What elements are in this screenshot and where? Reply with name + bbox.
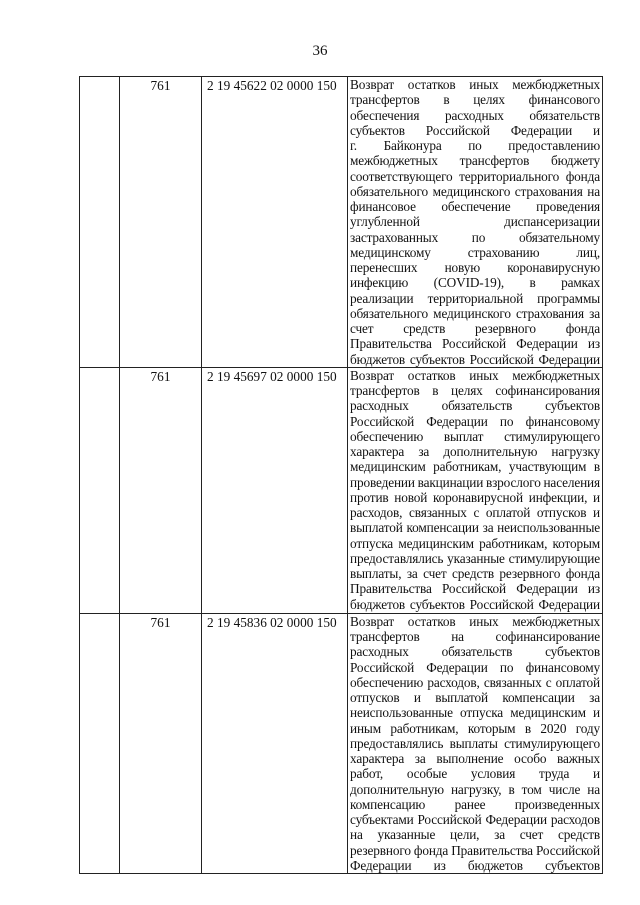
description-line: г. Байконура по предоставлению <box>350 138 600 153</box>
description-line: соответствующего территориального фонда <box>350 168 600 184</box>
blank-cell <box>80 613 120 873</box>
description-line: перенесших новую коронавирусную <box>350 260 600 275</box>
table-row <box>80 613 603 873</box>
description-line: Российской Федерации по финансовому <box>350 413 600 429</box>
description-line: работ, особые условия труда и <box>350 766 600 782</box>
description-cell <box>348 77 603 368</box>
admin-code-cell: 761 <box>120 613 202 873</box>
description-line: углубленной диспансеризации <box>350 214 600 230</box>
description-line: Федерации из бюджетов субъектов <box>350 857 600 873</box>
description-line: Российской Федерации по финансовому <box>350 659 600 675</box>
description-line: обязательного медицинского страхования за <box>350 305 600 321</box>
budget-code-cell: 2 19 45836 02 0000 150 <box>202 613 348 873</box>
description-line: выплатой компенсации за неиспользованные <box>350 520 600 536</box>
description-line: на указанные цели, за счет средств <box>350 827 600 843</box>
description-line: обеспечения расходных обязательств <box>350 107 600 123</box>
description-line: реализации территориальной программы <box>350 290 600 306</box>
description-line: проведении вакцинации взрослого населения <box>350 474 600 490</box>
blank-cell <box>80 77 120 368</box>
description-line: против новой коронавирусной инфекции, и <box>350 489 600 505</box>
description-line: выплаты, за счет средств резервного фонда <box>350 566 600 581</box>
description-cell <box>348 613 603 873</box>
description-line: характера за выполнение особо важных <box>350 751 600 766</box>
description-line: отпусков и выплатой компенсации за <box>350 690 600 705</box>
description-line: отпуска медицинским работникам, которым <box>350 535 600 551</box>
blank-cell <box>80 367 120 613</box>
description-line: трансфертов в целях софинансирования <box>350 383 600 398</box>
description-line: Возврат остатков иных межбюджетных <box>350 367 600 383</box>
description-line: медицинскому страхованию лиц, <box>350 244 600 260</box>
table-row <box>80 367 603 613</box>
description-line: иным работникам, которым в 2020 году <box>350 720 600 736</box>
description-line: обеспечению выплат стимулирующего <box>350 428 600 444</box>
admin-code-cell: 761 <box>120 77 202 368</box>
description-line: Возврат остатков иных межбюджетных <box>350 613 600 629</box>
page-number: 36 <box>312 43 328 59</box>
description-line: субъектов Российской Федерации и <box>350 122 600 138</box>
description-line: Возврат остатков иных межбюджетных <box>350 77 600 92</box>
description-line: резервного фонда Правительства Российской <box>350 842 600 858</box>
description-line: трансфертов на софинансирование <box>350 629 600 644</box>
budget-codes-table <box>79 76 603 874</box>
description-line: неиспользованные отпуска медицинским и <box>350 705 600 721</box>
description-line: дополнительную нагрузку, в том числе на <box>350 781 600 797</box>
table-row <box>80 77 603 368</box>
description-line: предоставлялись указанные стимулирующие <box>350 550 600 566</box>
description-line: застрахованных по обязательному <box>350 229 600 245</box>
description-line: предоставлялись выплаты стимулирующего <box>350 735 600 751</box>
description-line: субъектами Российской Федерации расходов <box>350 812 600 827</box>
admin-code-cell: 761 <box>120 367 202 613</box>
description-line: расходных обязательств субъектов <box>350 644 600 660</box>
budget-code-cell: 2 19 45697 02 0000 150 <box>202 367 348 613</box>
description-cell <box>348 367 603 613</box>
description-line: бюджетов субъектов Российской Федерации <box>350 351 600 367</box>
description-line: расходных обязательств субъектов <box>350 398 600 414</box>
description-line: компенсацию ранее произведенных <box>350 796 600 812</box>
description-line: обязательного медицинского страхования на <box>350 183 600 199</box>
description-line: расходов, связанных с оплатой отпусков и <box>350 505 600 520</box>
budget-code-cell: 2 19 45622 02 0000 150 <box>202 77 348 368</box>
description-line: характера за дополнительную нагрузку <box>350 444 600 459</box>
description-line: обеспечению расходов, связанных с оплатой <box>350 674 600 690</box>
description-line: трансфертов в целях финансового <box>350 92 600 108</box>
description-line: Правительства Российской Федерации из <box>350 581 600 597</box>
description-line: счет средств резервного фонда <box>350 321 600 336</box>
description-line: Правительства Российской Федерации из <box>350 336 600 352</box>
description-line: инфекцию (COVID-19), в рамках <box>350 275 600 291</box>
description-line: межбюджетных трансфертов бюджету <box>350 153 600 169</box>
description-line: финансовое обеспечение проведения <box>350 199 600 214</box>
description-line: бюджетов субъектов Российской Федерации <box>350 596 600 612</box>
description-line: медицинским работникам, участвующим в <box>350 459 600 475</box>
